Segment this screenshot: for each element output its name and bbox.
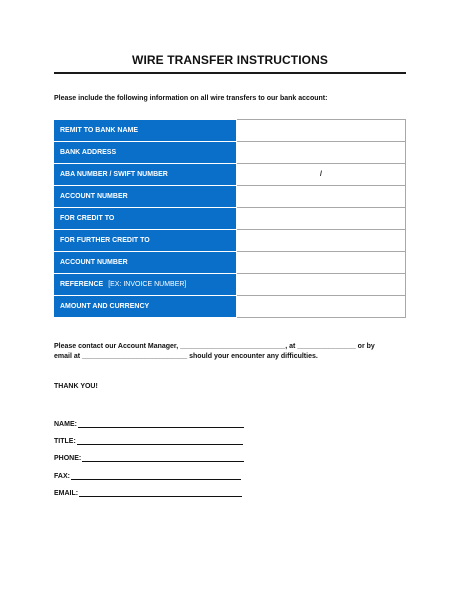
table-row — [55, 230, 406, 252]
fax-field-line[interactable] — [71, 471, 241, 480]
row-label-aba-swift: ABA NUMBER / SWIFT NUMBER — [55, 164, 237, 186]
row-value-reference[interactable] — [237, 274, 406, 296]
row-label-bank-address: BANK ADDRESS — [55, 142, 237, 164]
document-title: WIRE TRANSFER INSTRUCTIONS — [132, 53, 328, 67]
email-field[interactable] — [54, 488, 242, 497]
row-label-for-credit-to: FOR CREDIT TO — [55, 208, 237, 230]
title-field-label: TITLE: — [54, 438, 76, 445]
email-field-label: EMAIL: — [54, 490, 79, 497]
row-value-for-further-credit-to[interactable] — [237, 230, 406, 252]
row-value-account-number-2[interactable] — [237, 252, 406, 274]
title-field[interactable] — [54, 436, 243, 445]
phone-field[interactable] — [54, 453, 244, 462]
row-value-remit-bank-name[interactable] — [237, 120, 406, 142]
title-divider — [54, 72, 406, 74]
row-label-remit-bank-name: REMIT TO BANK NAME — [55, 120, 237, 142]
table-row — [55, 186, 406, 208]
row-label-amount-currency: AMOUNT AND CURRENCY — [55, 296, 237, 318]
row-value-for-credit-to[interactable] — [237, 208, 406, 230]
reference-hint: [EX: INVOICE NUMBER] — [108, 281, 187, 288]
contact-line-2: email at ___________________________ should your encounter any difficulties. — [54, 352, 318, 360]
title-field-line[interactable] — [77, 436, 243, 445]
contact-line-1: Please contact our Account Manager, ___________________________, at _______________ or by — [54, 343, 375, 350]
fax-field[interactable] — [54, 471, 241, 480]
row-value-amount-currency[interactable] — [237, 296, 406, 318]
table-row — [55, 142, 406, 164]
name-field-line[interactable] — [78, 419, 244, 428]
table-row — [55, 296, 406, 318]
intro-text: Please include the following information on all wire transfers to our bank account: — [54, 95, 328, 102]
row-label-account-number-2: ACCOUNT NUMBER — [55, 252, 237, 274]
row-value-bank-address[interactable] — [237, 142, 406, 164]
table-row — [55, 274, 406, 296]
table-row — [55, 252, 406, 274]
row-label-for-further-credit-to: FOR FURTHER CREDIT TO — [55, 230, 237, 252]
row-label-account-number: ACCOUNT NUMBER — [55, 186, 237, 208]
name-field-label: NAME: — [54, 421, 77, 428]
thank-you-text: THANK YOU! — [54, 383, 98, 390]
phone-field-label: PHONE: — [54, 455, 82, 462]
phone-field-line[interactable] — [82, 453, 244, 462]
fax-field-label: FAX: — [54, 473, 70, 480]
email-field-line[interactable] — [79, 488, 242, 497]
name-field[interactable] — [54, 419, 244, 428]
bank-info-table — [54, 119, 406, 318]
contact-paragraph — [54, 342, 410, 361]
row-value-account-number[interactable] — [237, 186, 406, 208]
row-value-aba-swift[interactable]: / — [237, 164, 406, 186]
table-row — [55, 208, 406, 230]
row-label-reference: REFERENCE [EX: INVOICE NUMBER] — [55, 274, 237, 296]
table-row — [55, 120, 406, 142]
table-row — [55, 164, 406, 186]
